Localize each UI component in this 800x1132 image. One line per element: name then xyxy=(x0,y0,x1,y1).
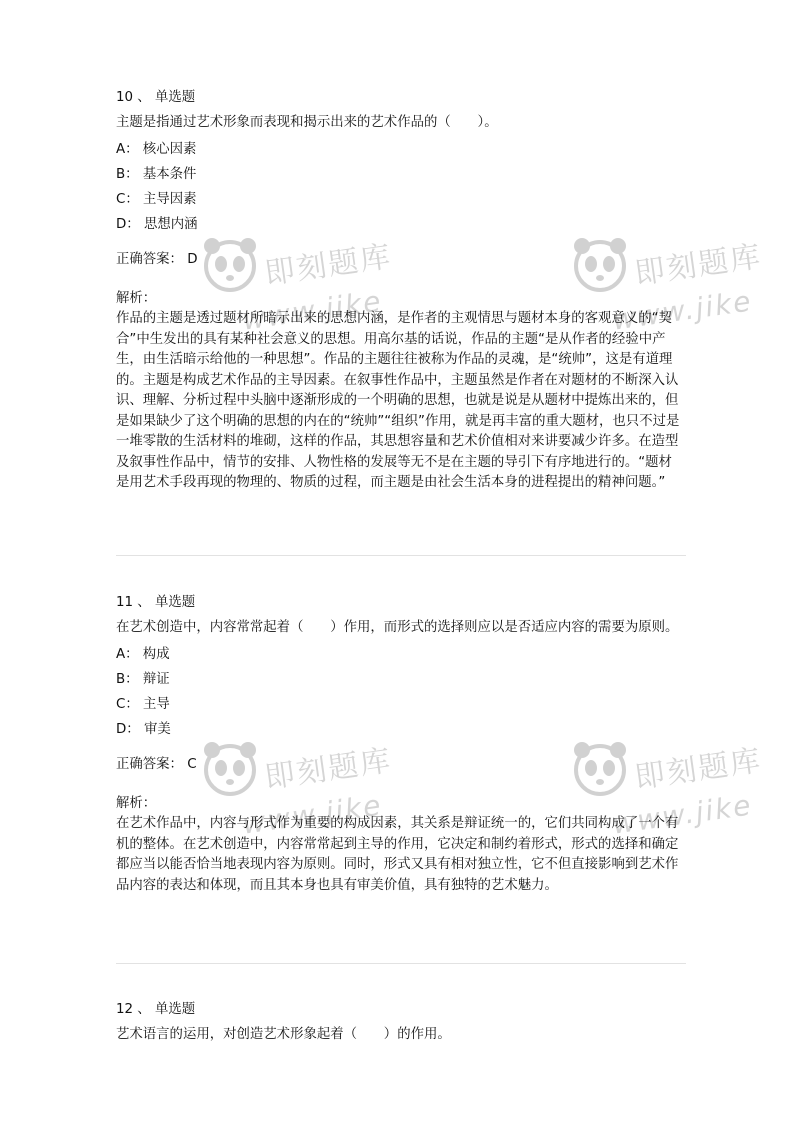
analysis-text: 在艺术作品中，内容与形式作为重要的构成因素，其关系是辩证统一的，它们共同构成了一个有机的整体。在艺术创造中，内容常常起到主导的作用，它决定和制约着形式，形式的选择和确定都应当以能否恰当地表现内容为原则。同时，形式又具有相对独立性，它不但直接影响到艺术作品内容的表达和体现，而且其本身也具有审美价值，具有独特的艺术魅力。 xyxy=(116,816,679,893)
question-stem: 艺术语言的运用，对创造艺术形象起着（ ）的作用。 xyxy=(116,1027,451,1042)
correct-answer: 正确答案： C xyxy=(116,757,197,772)
analysis-text: 作品的主题是透过题材所暗示出来的思想内涵，是作者的主观情思与题材本身的客观意义的“契合”中生发出的具有某种社会意义的思想。用高尔基的话说，作品的主题“是从作者的经验中产生，由生活暗示给他的一种思想”。作品的主题往往被称为作品的灵魂，是“统帅”，这是有道理的。主题是构成艺术作品的主导因素。在叙事性作品中，主题虽然是作者在对题材的不断深入认识、理解、分析过程中头脑中逐渐形成的一个明确的思想，也就是说是从题材中提炼出来的，但是如果缺少了这个明确的思想的内在的“统帅”“组织”作用，就是再丰富的重大题材，也只不过是一堆零散的生活材料的堆砌，这样的作品，其思想容量和艺术价值相对来讲要减少许多。在造型及叙事性作品中，情节的安排、人物性格的发展等无不是在主题的导引下有序地进行的。“题材是用艺术手段再现的物理的、物质的过程，而主题是由社会生活本身的进程提出的精神问题。” xyxy=(116,311,680,490)
question-header: 10 、 单选题 xyxy=(116,90,196,105)
watermark-url: www.jike xyxy=(610,284,755,337)
option-b: B： 基本条件 xyxy=(116,167,197,182)
question-10 xyxy=(116,87,686,494)
question-11 xyxy=(116,592,686,896)
option-a: A： 核心因素 xyxy=(116,142,197,157)
question-header: 11 、 单选题 xyxy=(116,595,196,610)
watermark-brand: 即刻题库 xyxy=(262,743,395,796)
section-divider xyxy=(116,555,686,556)
analysis-label: 解析： xyxy=(116,796,157,811)
question-header: 12 、 单选题 xyxy=(116,1002,196,1017)
option-c: C： 主导因素 xyxy=(116,192,197,207)
watermark-brand: 即刻题库 xyxy=(632,743,765,796)
question-12 xyxy=(116,999,686,1051)
section-divider xyxy=(116,963,686,964)
watermark-url: www.jike xyxy=(240,284,385,337)
watermark-brand: 即刻题库 xyxy=(262,239,395,292)
correct-answer: 正确答案： D xyxy=(116,252,198,267)
question-stem: 主题是指通过艺术形象而表现和揭示出来的艺术作品的（ ）。 xyxy=(116,115,498,130)
option-d: D： 审美 xyxy=(116,722,171,737)
watermark-url: www.jike xyxy=(610,788,755,841)
option-a: A： 构成 xyxy=(116,647,170,662)
question-stem: 在艺术创造中，内容常常起着（ ）作用，而形式的选择则应以是否适应内容的需要为原则。 xyxy=(116,620,679,635)
option-c: C： 主导 xyxy=(116,697,170,712)
analysis-label: 解析： xyxy=(116,291,157,306)
option-d: D： 思想内涵 xyxy=(116,217,198,232)
option-b: B： 辩证 xyxy=(116,672,170,687)
watermark-url: www.jike xyxy=(240,788,385,841)
watermark-brand: 即刻题库 xyxy=(632,239,765,292)
